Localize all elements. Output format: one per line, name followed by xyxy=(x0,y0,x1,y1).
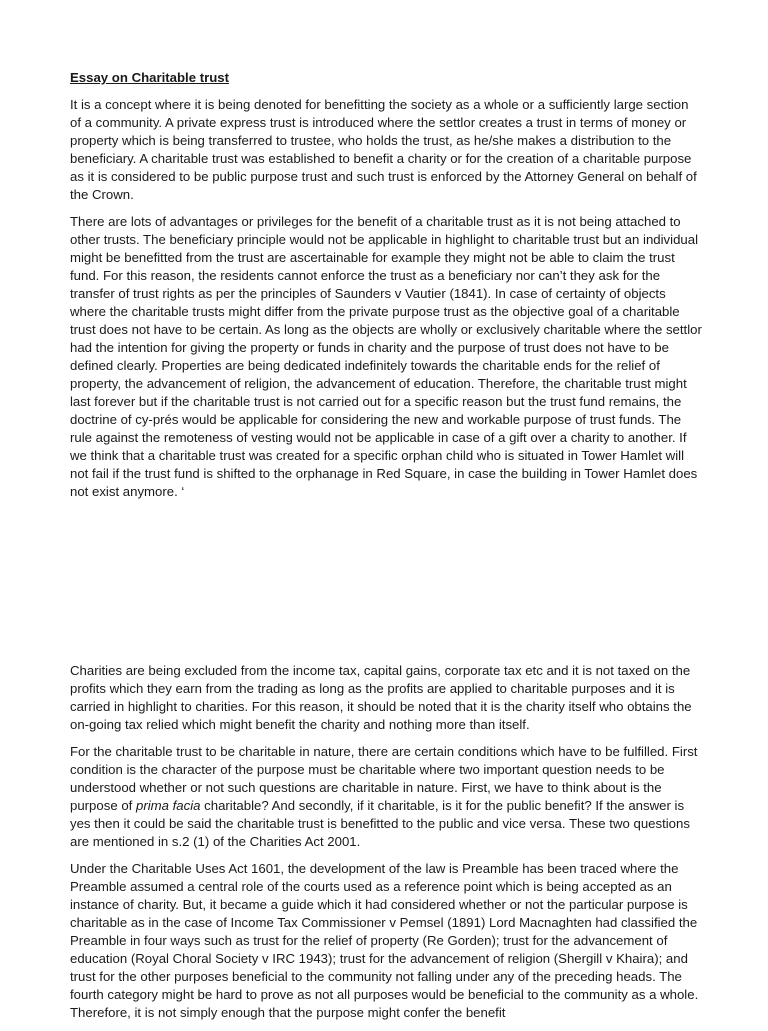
conditions-text-after: charitable? And secondly, if it charitable, is it for the public benefit? If the answer is yes then it could be said the charitable trust is benefitted to the public and vice versa. These two questions are mentioned in s.2 (1) of the Charities Act 2001. xyxy=(70,798,690,849)
section-two xyxy=(70,662,702,1031)
paragraph-conditions xyxy=(70,743,702,851)
conditions-italic-term: prima facia xyxy=(135,798,201,813)
paragraph-intro: It is a concept where it is being denoted for benefitting the society as a whole or a sufficiently large section of a community. A private express trust is introduced where the settlor creates a trust in terms of money or property which is being transferred to trustee, who holds the trust, as he/she makes a distribution to the beneficiary. A charitable trust was established to benefit a charity or for the creation of a charitable purpose as it is considered to be public purpose trust and such trust is enforced by the Attorney General on behalf of the Crown. xyxy=(70,97,697,202)
paragraph-tax: Charities are being excluded from the income tax, capital gains, corporate tax etc and it is not taxed on the profits which they earn from the trading as long as the profits are applied to charitable purposes and it is carried in highlight to charities. For this reason, it should be noted that it is the charity itself who obtains the on-going tax relied which might benefit the charity and nothing more than itself. xyxy=(70,663,692,732)
paragraph-advantages: There are lots of advantages or privileges for the benefit of a charitable trust as it is not being attached to other trusts. The beneficiary principle would not be applicable in highlight to charitable trust but an individual might be benefitted from the trust are ascertainable for example they might not be able to claim the trust fund. For this reason, the residents cannot enforce the trust as a beneficiary nor can’t they ask for the transfer of trust rights as per the principles of Saunders v Vautier (1841). In case of certainty of objects where the charitable trusts might differ from the private purpose trust as the objective goal of a charitable trust does not have to be certain. As long as the objects are wholly or exclusively charitable where the settlor had the intention for giving the property or funds in charity and the purpose of trust does not have to be defined clearly. Properties are being dedicated indefinitely towards the charitable ends for the relief of property, the advancement of religion, the advancement of education. Therefore, the charitable trust might last forever but if the charitable trust is not carried out for a specific reason but the trust fund remains, the doctrine of cy-prés would be applicable for considering the new and workable purpose of trust funds. The rule against the remoteness of vesting would not be applicable in case of a gift over a charity to another. If we think that a charitable trust was created for a specific orphan child who is situated in Tower Hamlet will not fail if the trust fund is shifted to the orphanage in Red Square, in case the building in Tower Hamlet does not exist anymore. ‘ xyxy=(70,214,702,499)
section-one xyxy=(70,69,702,510)
paragraph-preamble: Under the Charitable Uses Act 1601, the development of the law is Preamble has been traced where the Preamble assumed a central role of the courts used as a reference point which is being accepted as an instance of charity. But, it became a guide which it had considered whether or not the particular purpose is charitable as in the case of Income Tax Commissioner v Pemsel (1891) Lord Macnaghten had classified the Preamble in four ways such as trust for the relief of property (Re Gorden); trust for the advancement of education (Royal Choral Society v IRC 1943); trust for the advancement of religion (Shergill v Khaira); and trust for the other purposes beneficial to the community not falling under any of the preceding heads. The fourth category might be hard to prove as not all purposes would be beneficial to the community as a whole. Therefore, it is not simply enough that the purpose might confer the benefit xyxy=(70,861,699,1020)
essay-title: Essay on Charitable trust xyxy=(70,70,230,85)
conditions-text-before: For the charitable trust to be charitable in nature, there are certain conditions which have to be fulfilled. First condition is the character of the purpose must be charitable where two important question needs to be understood whether or not such questions are charitable in nature. First, we have to think about is the purpose of xyxy=(70,744,698,813)
